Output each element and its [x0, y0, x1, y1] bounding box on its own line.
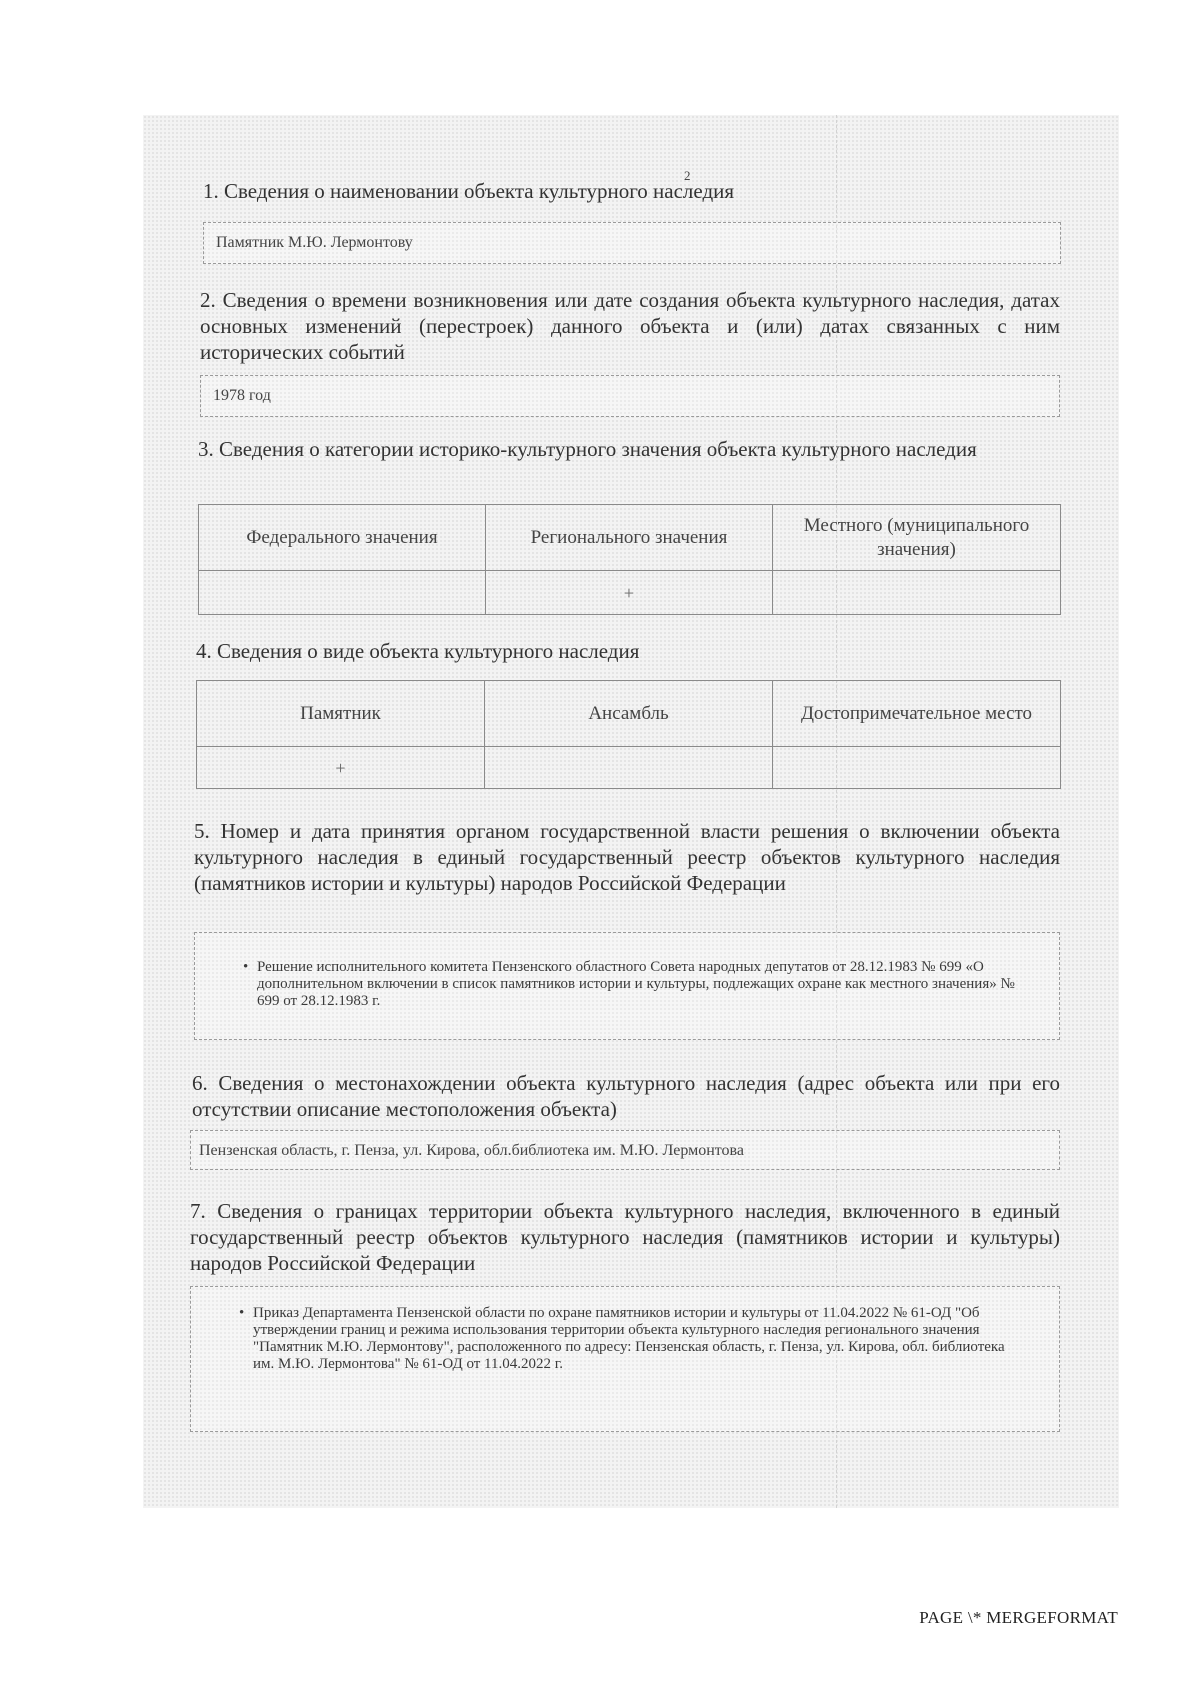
category-header-federal: Федерального значения: [199, 505, 486, 571]
address-value: Пензенская область, г. Пенза, ул. Кирова, обл.библиотека им. М.Ю. Лермонтова: [199, 1142, 744, 1159]
section-1-heading: 1. Сведения о наименовании объекта культурного наследия: [203, 179, 735, 203]
type-mark-landmark: [773, 747, 1061, 789]
category-header-local: Местного (муниципального значения): [773, 505, 1061, 571]
type-mark-monument: +: [197, 747, 485, 789]
category-mark-federal: [199, 571, 486, 615]
bullet-icon: •: [239, 1305, 245, 1321]
decision-text: Решение исполнительного комитета Пензенского областного Совета народных депутатов от 28.12.1983 № 699 «О дополнительном включении в список памятников истории и культуры, подлежащих охране как местного значения» № 699 от 28.12.1983 г.: [257, 959, 1015, 1009]
bullet-icon: •: [243, 959, 249, 975]
decision-list: [243, 959, 1033, 1010]
category-header-regional: Регионального значения: [486, 505, 773, 571]
boundary-text: Приказ Департамента Пензенской области по охране памятников истории и культуры от 11.04.2022 № 61-ОД "Об утверждении границ и режима использования территории объекта культурного наследия регионального значения "Памятник М.Ю. Лермонтову", расположенного по адресу: Пензенская область, г. Пенза, ул. Кирова, обл. библиотека им. М.Ю. Лермонтова" № 61-ОД от 11.04.2022 г.: [253, 1305, 1005, 1372]
section-3-heading: 3. Сведения о категории историко-культурного значения объекта культурного наследия: [198, 437, 977, 461]
category-mark-regional: +: [486, 571, 773, 615]
section-7-heading: 7. Сведения о границах территории объекта культурного наследия, включенного в единый государственный реестр объектов культурного наследия (памятников истории и культуры) народов Российской Федерации: [190, 1199, 1060, 1275]
section-2-heading: 2. Сведения о времени возникновения или дате создания объекта культурного наследия, датах основных изменений (перестроек) данного объекта и (или) датах связанных с ним исторических событий: [200, 288, 1060, 364]
category-table: [198, 504, 1061, 615]
section-7-boundary-box: [190, 1286, 1060, 1432]
section-6-heading: 6. Сведения о местонахождении объекта культурного наследия (адрес объекта или при его отсутствии описание местоположения объекта): [192, 1071, 1060, 1121]
section-2-value-box: [200, 375, 1060, 417]
section-5-decision-box: [194, 932, 1060, 1040]
boundary-item: [239, 1305, 1029, 1373]
type-header-ensemble: Ансамбль: [485, 681, 773, 747]
object-type-table: [196, 680, 1061, 789]
section-4-heading: 4. Сведения о виде объекта культурного наследия: [196, 639, 640, 663]
object-name-value: Памятник М.Ю. Лермонтову: [216, 234, 413, 251]
boundary-list: [239, 1305, 1029, 1373]
type-mark-ensemble: [485, 747, 773, 789]
section-1-value-box: [203, 222, 1061, 264]
section-6-address-box: [190, 1130, 1060, 1170]
decision-item: [243, 959, 1033, 1010]
type-header-monument: Памятник: [197, 681, 485, 747]
creation-date-value: 1978 год: [213, 387, 271, 404]
page-number: 2: [684, 168, 691, 183]
type-header-landmark: Достопримечательное место: [773, 681, 1061, 747]
category-mark-local: [773, 571, 1061, 615]
page-field-footer: PAGE \* MERGEFORMAT: [919, 1608, 1118, 1627]
section-5-heading: 5. Номер и дата принятия органом государственной власти решения о включении объекта культурного наследия в единый государственный реестр объектов культурного наследия (памятников истории и культуры) народов Российской Федерации: [194, 819, 1060, 895]
